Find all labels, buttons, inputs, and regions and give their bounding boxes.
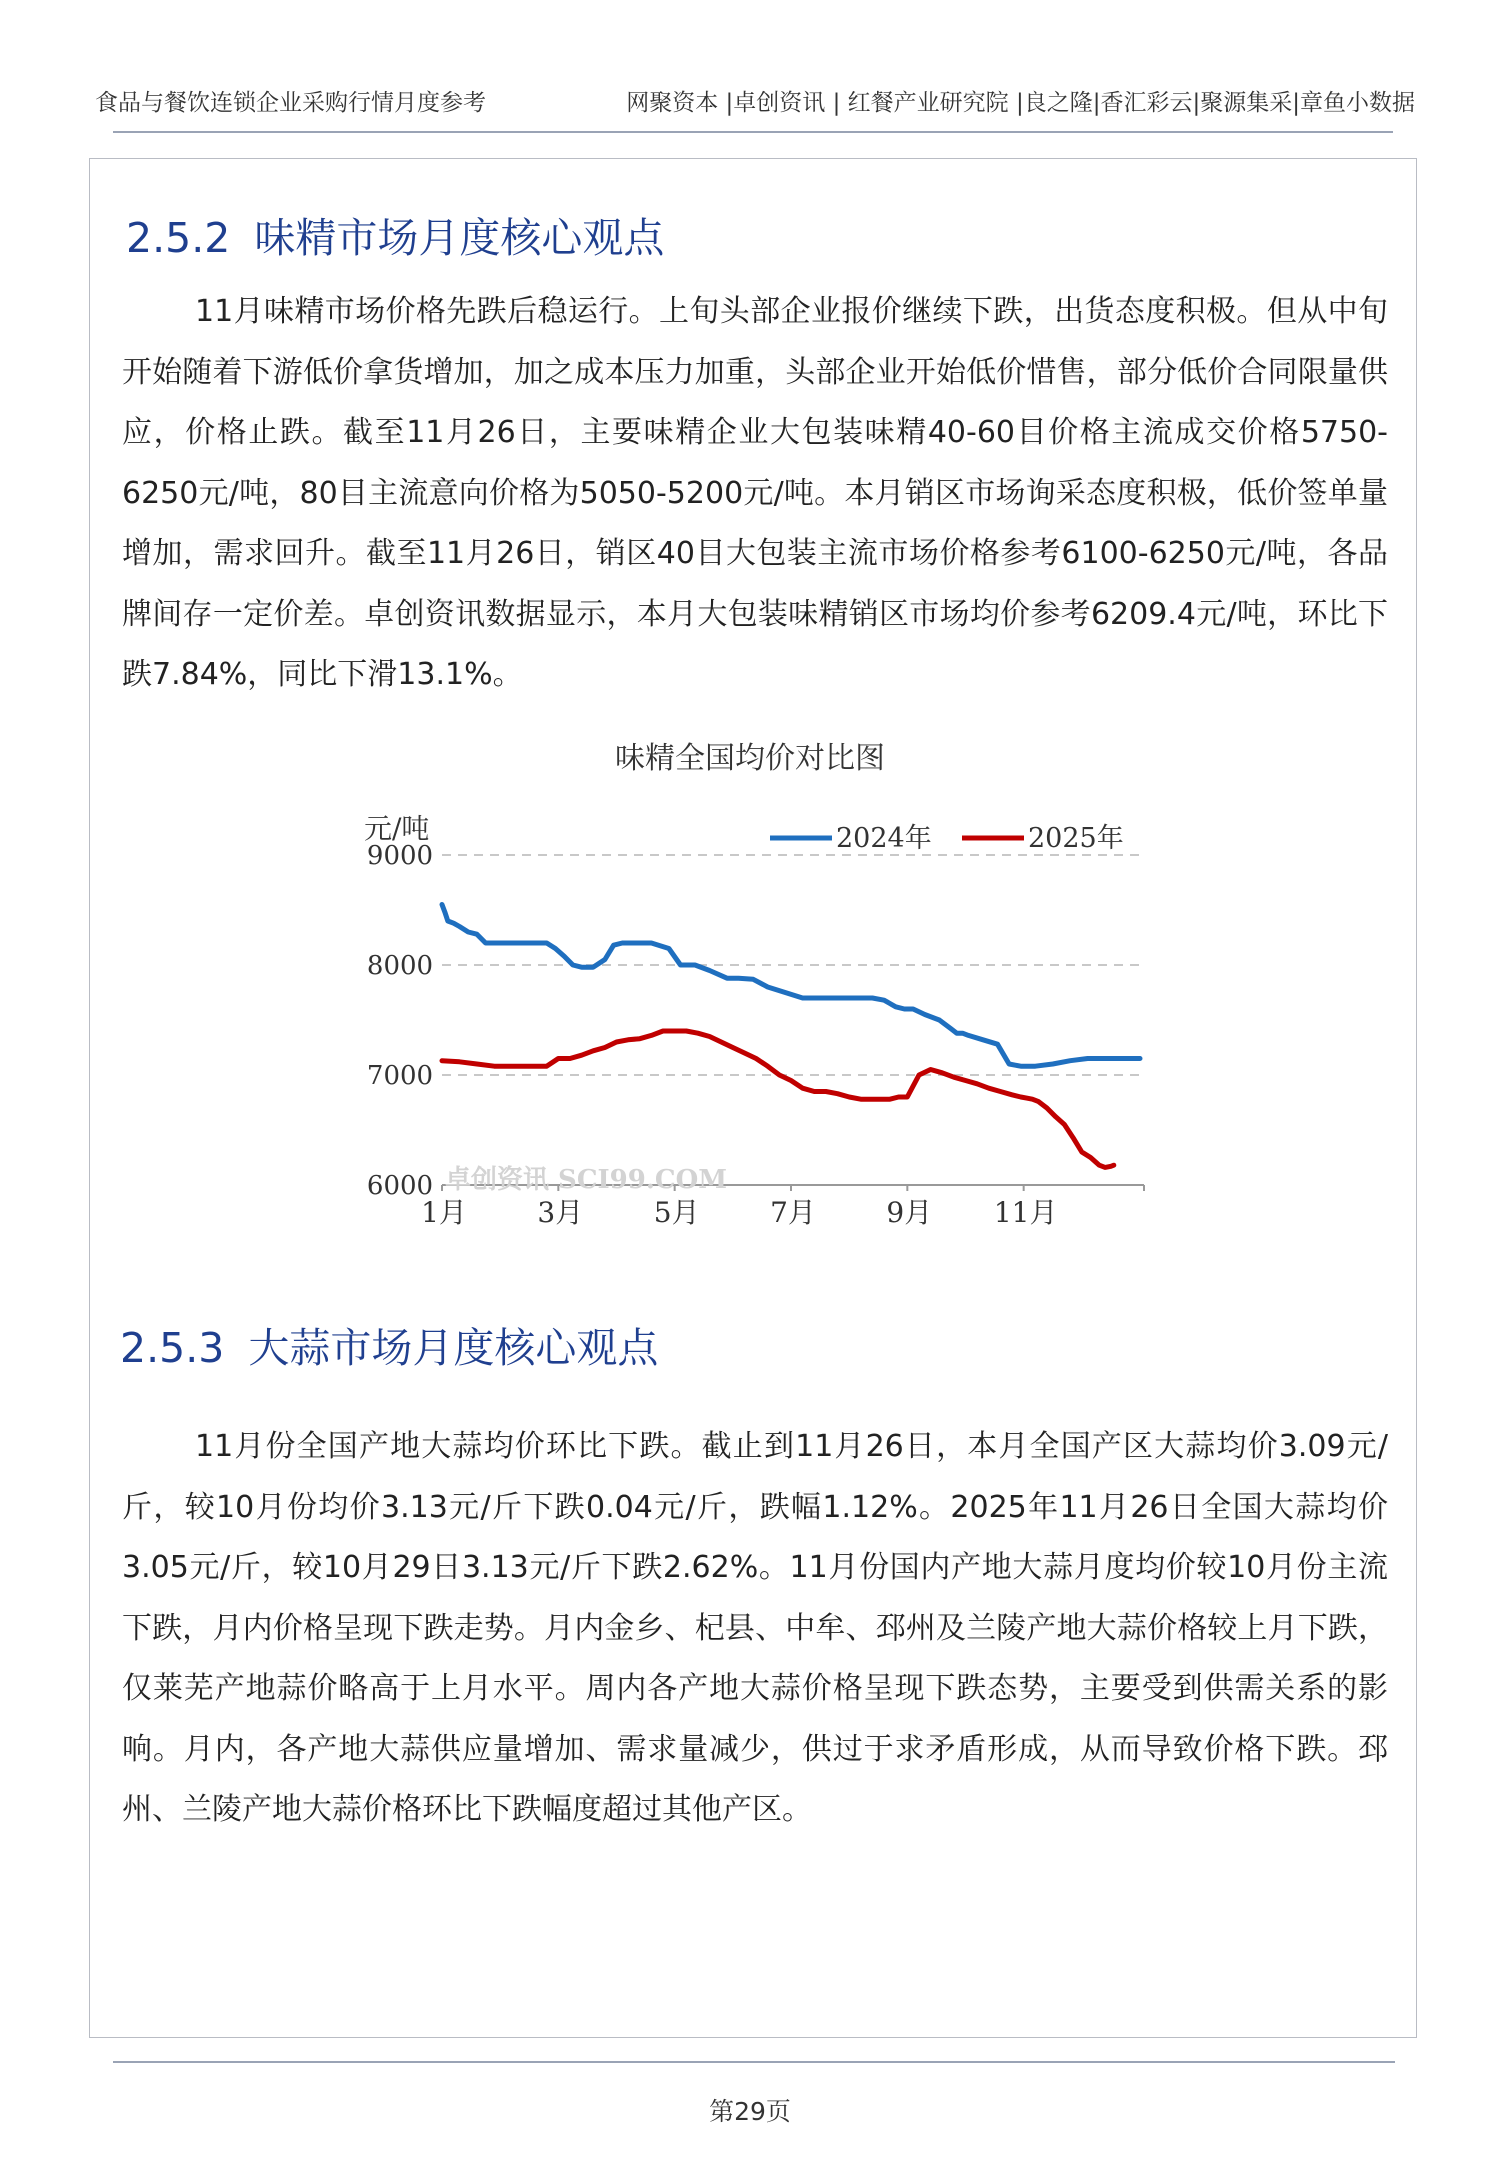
chart-grid bbox=[442, 855, 1140, 1075]
section-heading-msg bbox=[126, 205, 664, 264]
chart-title: 味精全国均价对比图 bbox=[615, 741, 885, 776]
x-tick-label: 3月 bbox=[537, 1196, 584, 1229]
legend-entry: 2024年 bbox=[836, 823, 932, 854]
header-divider bbox=[113, 131, 1393, 133]
chart-watermark: 卓创资讯 SCI99.COM bbox=[445, 1165, 728, 1195]
chart-legend bbox=[770, 823, 1124, 854]
msg-price-chart bbox=[350, 800, 1150, 1250]
section-title: 味精市场月度核心观点 bbox=[254, 214, 665, 262]
footer-divider bbox=[113, 2061, 1395, 2063]
x-tick-label: 1月 bbox=[421, 1196, 467, 1229]
section-number: 2.5.3 bbox=[120, 1324, 225, 1372]
section-number: 2.5.2 bbox=[126, 214, 231, 262]
x-tick-label: 7月 bbox=[770, 1196, 816, 1229]
y-tick-label: 9000 bbox=[366, 841, 434, 871]
header-left-title: 食品与餐饮连锁企业采购行情月度参考 bbox=[95, 90, 486, 116]
section-title: 大蒜市场月度核心观点 bbox=[248, 1324, 659, 1372]
header-right-sources: 网聚资本 |卓创资讯 | 红餐产业研究院 |良之隆|香汇彩云|聚源集采|章鱼小数据 bbox=[626, 90, 1415, 116]
chart-series bbox=[442, 905, 1140, 1168]
section-heading-garlic bbox=[120, 1315, 658, 1374]
y-tick-label: 7000 bbox=[366, 1061, 434, 1091]
y-tick-label: 6000 bbox=[366, 1171, 434, 1201]
page-number: 第29页 bbox=[709, 2097, 791, 2126]
series-line-1 bbox=[442, 905, 1140, 1067]
page-header bbox=[95, 84, 1415, 124]
garlic-market-paragraph: 11月份全国产地大蒜均价环比下跌。截止到11月26日，本月全国产区大蒜均价3.09元/斤，较10月份均价3.13元/斤下跌0.04元/斤，跌幅1.12%。2025年11月26日全国大蒜均价3.05元/斤，较10月29日3.13元/斤下跌2.62%。11月份国内产地大蒜月度均价较10月份主流下跌，月内价格呈现下跌走势。月内金乡、杞县、中牟、邳州及兰陵产地大蒜价格较上月下跌，仅莱芜产地蒜价略高于上月水平。周内各产地大蒜价格呈现下跌态势，主要受到供需关系的影响。月内，各产地大蒜供应量增加、需求量减少，供过于求矛盾形成，从而导致价格下跌。邳州、兰陵产地大蒜价格环比下跌幅度超过其他产区。 bbox=[122, 1429, 1388, 1827]
y-tick-label: 8000 bbox=[366, 951, 434, 981]
legend-entry: 2025年 bbox=[1028, 823, 1124, 854]
x-tick-label: 9月 bbox=[886, 1196, 933, 1229]
x-tick-label: 11月 bbox=[993, 1196, 1058, 1229]
msg-market-paragraph: 11月味精市场价格先跌后稳运行。上旬头部企业报价继续下跌，出货态度积极。但从中旬开始随着下游低价拿货增加，加之成本压力加重，头部企业开始低价惜售，部分低价合同限量供应，价格止跌。截至11月26日，主要味精企业大包装味精40-60目价格主流成交价格5750-6250元/吨，80目主流意向价格为5050-5200元/吨。本月销区市场询采态度积极，低价签单量增加，需求回升。截至11月26日，销区40目大包装主流市场价格参考6100-6250元/吨，各品牌间存一定价差。卓创资讯数据显示，本月大包装味精销区市场均价参考6209.4元/吨，环比下跌7.84%，同比下滑13.1%。 bbox=[122, 294, 1388, 692]
series-line-2 bbox=[442, 1031, 1114, 1167]
y-axis-label: 元/吨 bbox=[364, 812, 430, 845]
x-tick-label: 5月 bbox=[653, 1196, 700, 1229]
